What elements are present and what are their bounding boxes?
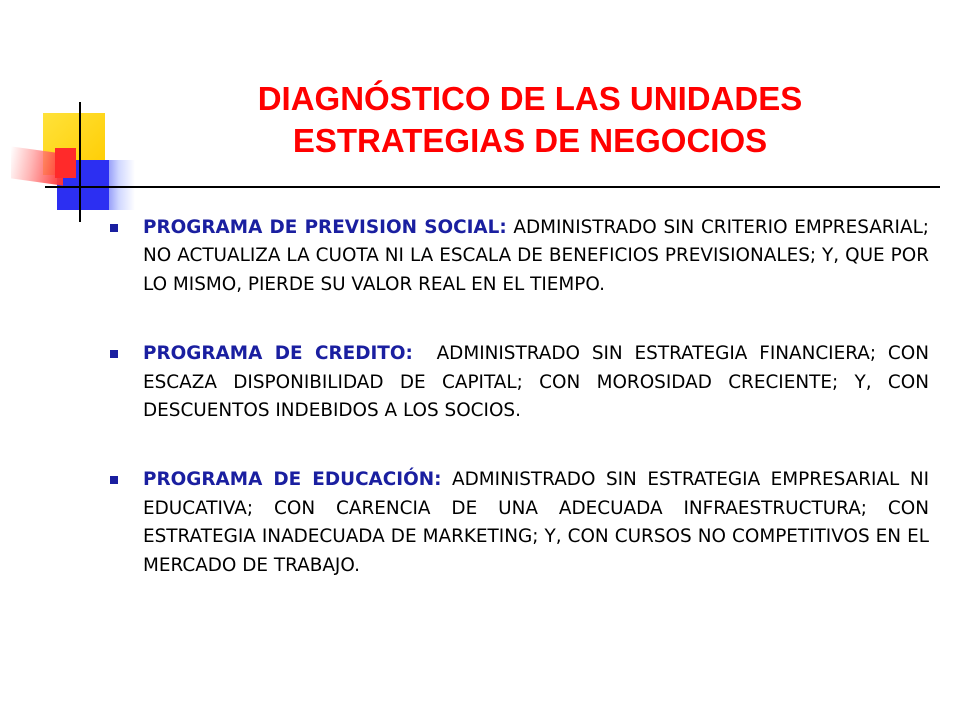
square-bullet-icon xyxy=(110,350,118,358)
list-item-credito xyxy=(102,340,935,425)
list-item-body: ADMINISTRADO SIN CRITERIO EMPRESARIAL; NO ACTUALIZA LA CUOTA NI LA ESCALA DE BENEFICIOS PREVISIONALES; Y, QUE POR LO MISMO, PIERDE SU VALOR REAL EN EL TIEMPO. xyxy=(143,217,930,295)
program-list xyxy=(102,214,935,621)
list-item-body: ADMINISTRADO SIN ESTRATEGIA EMPRESARIAL NI EDUCATIVA; CON CARENCIA DE UNA ADECUADA INFRAESTRUCTURA; CON ESTRATEGIA INADECUADA DE MARKETING; Y, CON CURSOS NO COMPETITIVOS EN EL MERCADO DE TRABAJO. xyxy=(143,469,929,576)
slide-title-line-1: DIAGNÓSTICO DE LAS UNIDADES xyxy=(257,80,803,117)
square-bullet-icon xyxy=(110,224,118,232)
list-item-heading: PROGRAMA DE EDUCACIÓN: xyxy=(143,469,442,491)
title-underline xyxy=(45,186,940,188)
list-item-body: ADMINISTRADO SIN ESTRATEGIA FINANCIERA; CON ESCAZA DISPONIBILIDAD DE CAPITAL; CON MOROSIDAD CRECIENTE; Y, CON DESCUENTOS INDEBIDOS A LOS SOCIOS. xyxy=(143,343,935,422)
list-item-text xyxy=(143,340,935,425)
square-bullet-icon xyxy=(110,476,118,484)
list-item-prevision-social xyxy=(102,214,932,299)
list-item-educacion xyxy=(102,466,932,580)
slide-title-line-2: ESTRATEGIAS DE NEGOCIOS xyxy=(292,122,768,159)
list-item-text xyxy=(143,214,929,299)
list-item-heading: PROGRAMA DE CREDITO: xyxy=(143,343,413,365)
list-item-heading: PROGRAMA DE PREVISION SOCIAL: xyxy=(143,217,507,238)
list-item-text xyxy=(143,466,929,580)
slide-title xyxy=(130,78,930,162)
